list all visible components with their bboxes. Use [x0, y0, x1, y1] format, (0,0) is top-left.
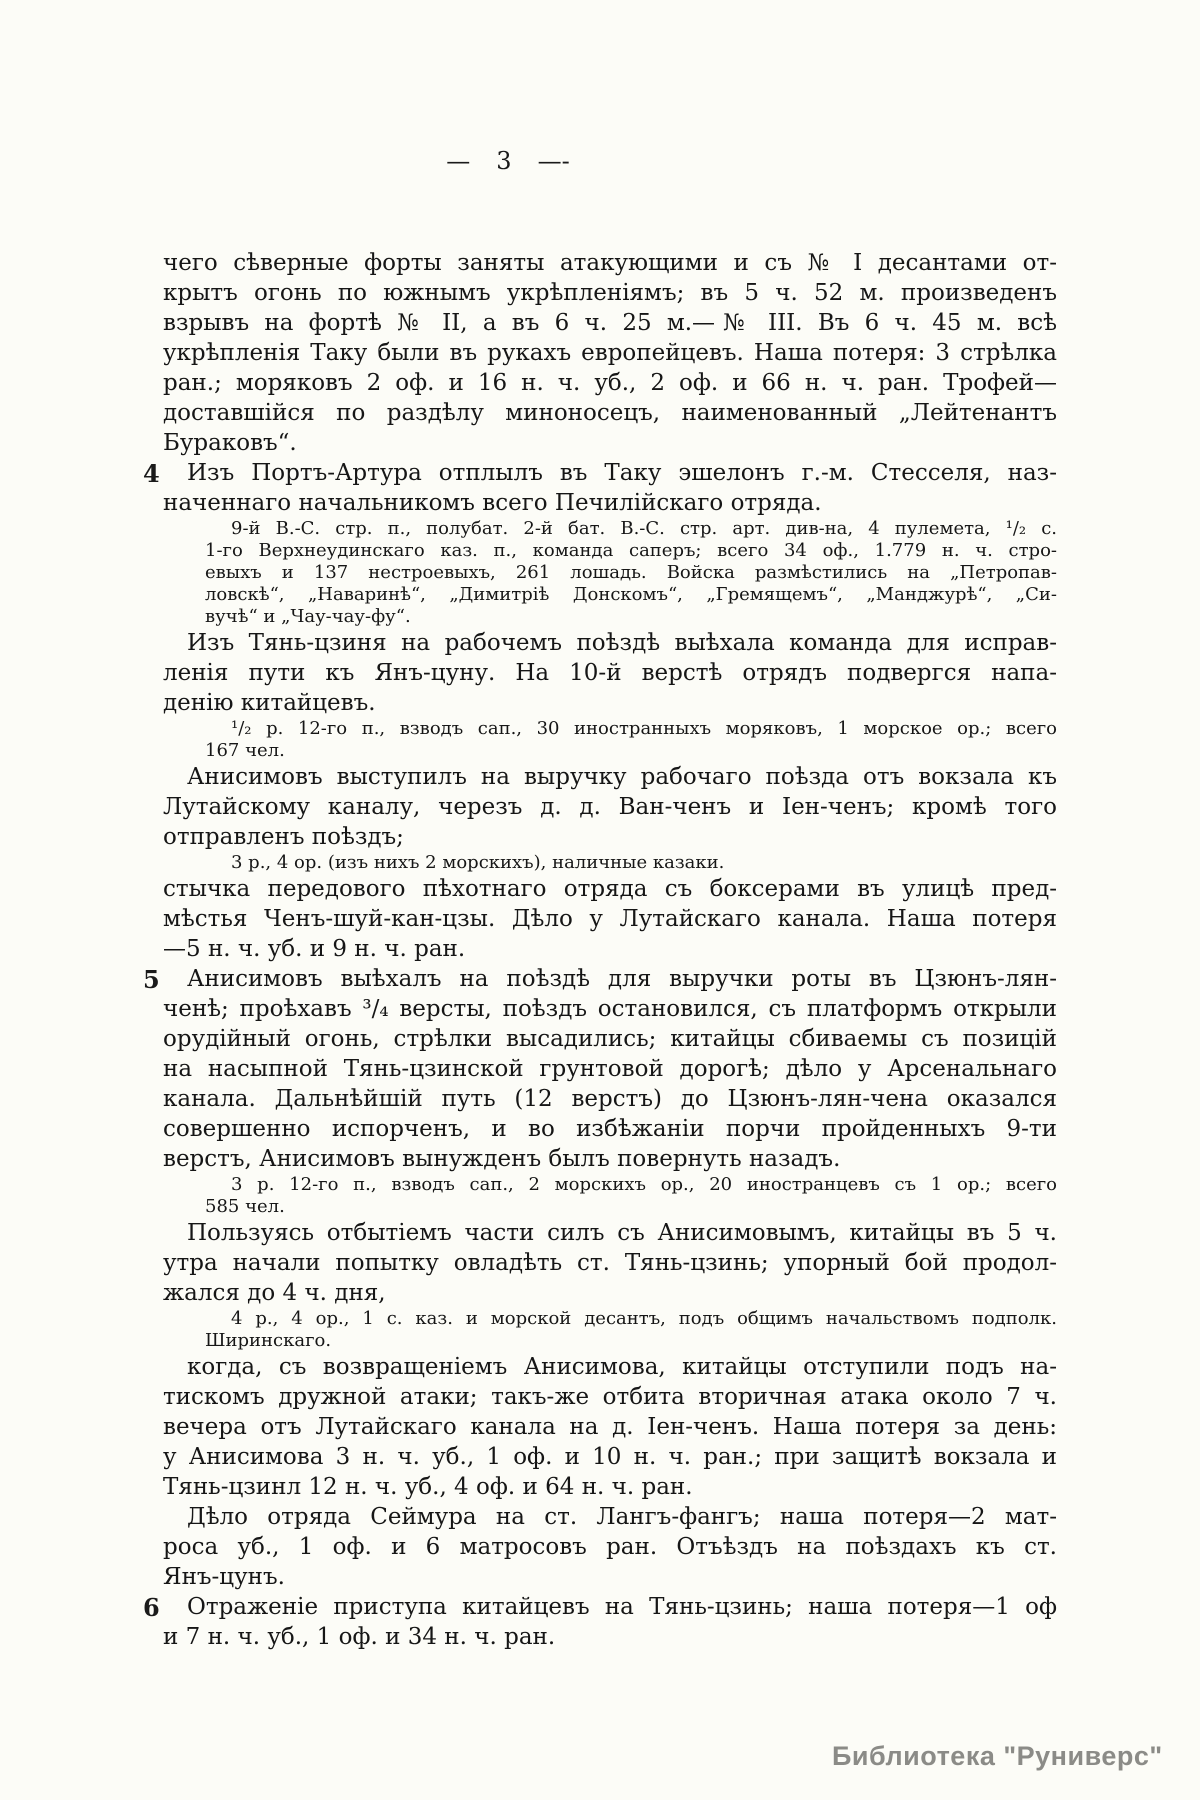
- text-block: [163, 874, 1057, 964]
- text-line: 3 р. 12-го п., взводъ сап., 2 морскихъ ор., 20 иностранцевъ съ 1 ор.; всего: [231, 1174, 1057, 1195]
- text-line: Янъ-цунъ.: [163, 1564, 285, 1590]
- text-block: [163, 1352, 1057, 1502]
- text-block: [163, 518, 1057, 628]
- text-block: [163, 1218, 1057, 1308]
- text-line: Бураковъ“.: [163, 430, 297, 456]
- text-line: Дѣло отряда Сеймура на ст. Лангъ-фангъ; наша потеря—2 мат-: [187, 1504, 1057, 1530]
- text-line: 9-й В.-С. стр. п., полубат. 2-й бат. В.-С. стр. арт. див-на, 4 пулемета, ¹/₂ с.: [231, 518, 1057, 539]
- text-line: ¹/₂ р. 12-го п., взводъ сап., 30 иностранныхъ моряковъ, 1 морское ор.; всего: [231, 718, 1057, 739]
- text-line: денію китайцевъ.: [163, 690, 376, 716]
- text-block: [163, 628, 1057, 718]
- text-line: жался до 4 ч. дня,: [163, 1280, 386, 1306]
- margin-item-number: 6: [143, 1593, 160, 1622]
- text-line: Тянь-цзинл 12 н. ч. уб., 4 оф. и 64 н. ч. ран.: [163, 1474, 693, 1500]
- text-line: —5 н. ч. уб. и 9 н. ч. ран.: [163, 936, 466, 962]
- text-line: утра начали попытку овладѣть ст. Тянь-цзинь; упорный бой продол-: [163, 1250, 1057, 1276]
- text-line: совершенно испорченъ, и во избѣжаніи порчи пройденныхъ 9-ти: [163, 1116, 1057, 1142]
- text-line: орудійный огонь, стрѣлки высадились; китайцы сбиваемы съ позицій: [163, 1026, 1057, 1052]
- text-line: Изъ Портъ-Артура отплылъ въ Таку эшелонъ г.-м. Стесселя, наз-: [187, 460, 1057, 486]
- text-line: взрывъ на фортѣ № II, а въ 6 ч. 25 м.—№ III. Въ 6 ч. 45 м. всѣ: [163, 310, 1057, 336]
- text-line: отправленъ поѣздъ;: [163, 824, 404, 850]
- text-line: тискомъ дружной атаки; такъ-же отбита вторичная атака около 7 ч.: [163, 1384, 1057, 1410]
- text-line: ченѣ; проѣхавъ ³/₄ версты, поѣздъ остановился, съ платформъ открыли: [163, 996, 1057, 1022]
- text-line: укрѣпленія Таку были въ рукахъ европейцевъ. Наша потеря: 3 стрѣлка: [163, 340, 1057, 366]
- page-number-left-dash: —: [446, 147, 471, 175]
- library-watermark: Библиотека "Руниверс": [832, 1741, 1163, 1771]
- text-line: на насыпной Тянь-цзинской грунтовой дорогѣ; дѣло у Арсенальнаго: [163, 1056, 1057, 1082]
- text-line: Отраженіе приступа китайцевъ на Тянь-цзинь; наша потеря—1 оф: [187, 1594, 1057, 1620]
- text-line: наченнаго начальникомъ всего Печилійскаго отряда.: [163, 490, 822, 516]
- text-line: стычка передового пѣхотнаго отряда съ боксерами въ улицѣ пред-: [163, 876, 1057, 902]
- text-line: канала. Дальнѣйшій путь (12 верстъ) до Цзюнъ-лян-чена оказался: [163, 1086, 1057, 1112]
- text-block: [163, 1502, 1057, 1592]
- text-line: Анисимовъ выѣхалъ на поѣздѣ для выручки роты въ Цзюнъ-лян-: [187, 966, 1057, 992]
- text-line: вечера отъ Лутайскаго канала на д. Іен-ченъ. Наша потеря за день:: [163, 1414, 1057, 1440]
- page-number-right-dash: —-: [537, 147, 570, 175]
- text-line: Лутайскому каналу, черезъ д. д. Ван-ченъ и Іен-ченъ; кромѣ того: [163, 794, 1057, 820]
- text-block: [163, 248, 1057, 458]
- text-block: [143, 1592, 1057, 1652]
- text-block: [163, 852, 1057, 874]
- text-line: ран.; моряковъ 2 оф. и 16 н. ч. уб., 2 оф. и 66 н. ч. ран. Трофей—: [163, 370, 1057, 396]
- text-line: Ширинскаго.: [205, 1330, 332, 1351]
- text-line: 3 р., 4 ор. (изъ нихъ 2 морскихъ), наличные казаки.: [231, 852, 725, 873]
- text-line: 585 чел.: [205, 1196, 285, 1217]
- text-line: крытъ огонь по южнымъ укрѣпленіямъ; въ 5 ч. 52 м. произведенъ: [163, 280, 1057, 306]
- text-line: Изъ Тянь-цзиня на рабочемъ поѣздѣ выѣхала команда для исправ-: [187, 630, 1057, 656]
- text-block: [163, 1174, 1057, 1218]
- text-line: когда, съ возвращеніемъ Анисимова, китайцы отступили подъ на-: [187, 1354, 1057, 1380]
- page-content: [143, 140, 1057, 1652]
- text-block: [143, 458, 1057, 518]
- text-line: роса уб., 1 оф. и 6 матросовъ ран. Отъѣздъ на поѣздахъ къ ст.: [163, 1534, 1057, 1560]
- text-line: Анисимовъ выступилъ на выручку рабочаго поѣзда отъ вокзала къ: [187, 764, 1057, 790]
- text-line: у Анисимова 3 н. ч. уб., 1 оф. и 10 н. ч. ран.; при защитѣ вокзала и: [163, 1444, 1057, 1470]
- text-block: [163, 718, 1057, 762]
- margin-item-number: 5: [143, 965, 160, 994]
- text-line: верстъ, Анисимовъ вынужденъ былъ повернуть назадъ.: [163, 1146, 841, 1172]
- text-block: [163, 762, 1057, 852]
- text-line: 167 чел.: [205, 740, 285, 761]
- text-line: Пользуясь отбытіемъ части силъ съ Анисимовымъ, китайцы въ 5 ч.: [187, 1220, 1057, 1246]
- text-line: 4 р., 4 ор., 1 с. каз. и морской десантъ, подъ общимъ начальствомъ подполк.: [231, 1308, 1057, 1329]
- text-line: 1-го Верхнеудинскаго каз. п., команда саперъ; всего 34 оф., 1.779 н. ч. стро-: [205, 540, 1057, 561]
- text-line: чего сѣверные форты заняты атакующими и съ № I десантами от-: [163, 250, 1057, 276]
- text-line: доставшійся по раздѣлу миноносецъ, наименованный „Лейтенантъ: [163, 400, 1057, 426]
- page-number: [163, 146, 853, 176]
- text-line: вучѣ“ и „Чау-чау-фу“.: [205, 606, 411, 627]
- page-number-value: 3: [496, 147, 512, 175]
- text-block: [163, 1308, 1057, 1352]
- text-line: евыхъ и 137 нестроевыхъ, 261 лошадь. Войска размѣстились на „Петропав-: [205, 562, 1057, 583]
- text-line: и 7 н. ч. уб., 1 оф. и 34 н. ч. ран.: [163, 1624, 556, 1650]
- text-line: мѣстья Ченъ-шуй-кан-цзы. Дѣло у Лутайскаго канала. Наша потеря: [163, 906, 1057, 932]
- text-line: ловскѣ“, „Наваринѣ“, „Димитріѣ Донскомъ“, „Гремящемъ“, „Манджурѣ“, „Си-: [205, 584, 1057, 605]
- text-content: [143, 140, 1057, 1652]
- text-line: ленія пути къ Янъ-цуну. На 10-й верстѣ отрядъ подвергся напа-: [163, 660, 1057, 686]
- text-block: [143, 964, 1057, 1174]
- margin-item-number: 4: [143, 459, 160, 488]
